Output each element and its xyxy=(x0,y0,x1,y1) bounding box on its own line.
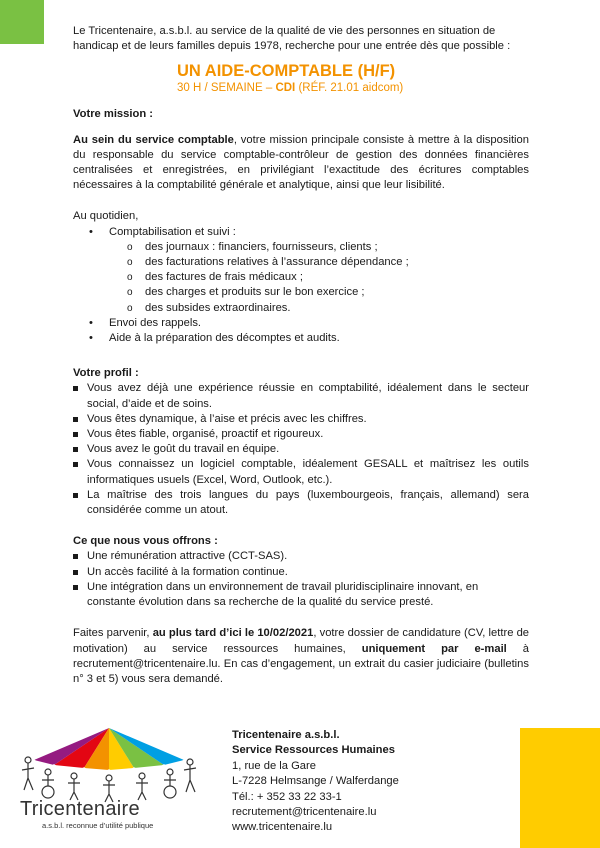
bullet-square-icon xyxy=(73,386,78,391)
contact-website[interactable]: www.tricentenaire.lu xyxy=(232,821,333,834)
contact-dept: Service Ressources Humaines xyxy=(232,744,395,757)
bullet-dot-icon: • xyxy=(89,316,93,329)
bullet-dot-icon: • xyxy=(89,332,93,345)
email-only: uniquement par e-mail xyxy=(361,642,507,655)
intro-text: Le Tricentenaire, a.s.b.l. au service de la qualité de vie des personnes en situation de handicap et de leurs familles depuis 1978, recherche pour une entrée dès que possible : xyxy=(73,25,511,53)
bullet-circle-icon: o xyxy=(127,241,133,253)
bullet-dot-icon: • xyxy=(89,225,93,238)
profile-heading: Votre profil : xyxy=(73,367,139,380)
daily-label: Au quotidien, xyxy=(73,210,139,223)
logo-tagline: a.s.b.l. reconnue d’utilité publique xyxy=(42,821,154,830)
list-item: • Envoi des rappels. xyxy=(73,316,529,331)
bullet-square-icon xyxy=(73,585,78,590)
bullet-square-icon xyxy=(73,493,78,498)
daily-list xyxy=(73,225,529,240)
bullet-square-icon xyxy=(73,432,78,437)
list-item: • Comptabilisation et suivi : xyxy=(73,225,529,240)
bullet-square-icon xyxy=(73,447,78,452)
bullet-square-icon xyxy=(73,570,78,575)
subtitle-ref: (RÉF. 21.01 aidcom) xyxy=(295,82,404,95)
list-item: o des subsides extraordinaires. xyxy=(73,301,529,316)
subtitle-contract: CDI xyxy=(275,82,296,95)
list-item: Un accès facilité à la formation continue. xyxy=(73,565,529,580)
bullet-circle-icon: o xyxy=(127,272,133,284)
daily-list-more xyxy=(73,316,529,346)
mission-text xyxy=(73,133,529,194)
mission-lead: Au sein du service comptable xyxy=(73,133,234,146)
job-offer-body xyxy=(73,24,529,687)
list-item: Une rémunération attractive (CCT-SAS). xyxy=(73,549,529,564)
bullet-square-icon xyxy=(73,554,78,559)
contact-phone: Tél.: + 352 33 22 33-1 xyxy=(232,790,342,803)
contact-street: 1, rue de la Gare xyxy=(232,759,316,772)
logo-name: Tricentenaire xyxy=(20,798,140,820)
list-item: o des factures de frais médicaux ; xyxy=(73,270,529,285)
deadline: au plus tard d’ici le 10/02/2021 xyxy=(152,627,314,640)
corner-yellow-block xyxy=(520,728,600,848)
job-subtitle xyxy=(177,81,529,96)
daily-sublist xyxy=(73,240,529,316)
list-item: • Aide à la préparation des décomptes et audits. xyxy=(73,331,529,346)
list-item: Vous avez déjà une expérience réussie en comptabilité, idéalement dans le secteur social, d’aide et de soins. xyxy=(73,381,529,411)
list-item: o des facturations relatives à l’assurance dépendance ; xyxy=(73,255,529,270)
subtitle-hours: 30 H / SEMAINE – xyxy=(177,82,276,95)
offer-heading: Ce que nous vous offrons : xyxy=(73,535,218,548)
list-item: Une intégration dans un environnement de travail pluridisciplinaire innovant, en constante évolution dans sa recherche de la qualité du service presté. xyxy=(73,580,529,610)
list-item: Vous êtes dynamique, à l’aise et précis avec les chiffres. xyxy=(73,412,529,427)
list-item: La maîtrise des trois langues du pays (luxembourgeois, français, allemand) sera considérée comme un atout. xyxy=(73,488,529,518)
contact-email[interactable]: recrutement@tricentenaire.lu xyxy=(232,806,377,819)
list-item: o des journaux : financiers, fournisseurs, clients ; xyxy=(73,240,529,255)
corner-green-block xyxy=(0,0,44,44)
bullet-circle-icon: o xyxy=(127,257,133,269)
job-title: UN AIDE-COMPTABLE (H/F) xyxy=(177,62,396,81)
contact-org: Tricentenaire a.s.b.l. xyxy=(232,729,340,741)
profile-list xyxy=(73,381,529,518)
contact-block xyxy=(232,728,399,836)
list-item: Vous connaissez un logiciel comptable, idéalement GESALL et maîtrisez les outils informatiques usuels (Excel, Word, Outlook, etc.). xyxy=(73,457,529,487)
list-item: o des charges et produits sur le bon exercice ; xyxy=(73,285,529,300)
closing-text: Faites parvenir, au plus tard d’ici le 10/02/2021, votre dossier de candidature (CV, lettre de motivation) au service ressources humaines, uniquement par e-mail à recrutement@tricentenaire.lu. En cas d’engagement, un extrait du casier judiciaire (bulletins n° 3 et 5) vous sera demandé. xyxy=(73,627,530,685)
offer-list xyxy=(73,549,529,610)
bullet-circle-icon: o xyxy=(127,302,133,314)
bullet-square-icon xyxy=(73,417,78,422)
bullet-circle-icon: o xyxy=(127,287,133,299)
mission-heading: Votre mission : xyxy=(73,108,153,121)
mission-rest: , votre mission principale consiste à mettre à la disposition du responsable du service comptable-contrôleur de gestion des données financières centralisées et enregistrées, en privilégiant l’exactitude des écritures comptables nécessaires à la comptabilité générale et analytique, ainsi que leur lisibilité. xyxy=(73,133,529,192)
contact-city: L-7228 Helmsange / Walferdange xyxy=(232,775,399,788)
bullet-square-icon xyxy=(73,462,78,467)
list-item: Vous êtes fiable, organisé, proactif et rigoureux. xyxy=(73,427,529,442)
umbrella-icon xyxy=(34,728,184,774)
list-item: Vous avez le goût du travail en équipe. xyxy=(73,442,529,457)
